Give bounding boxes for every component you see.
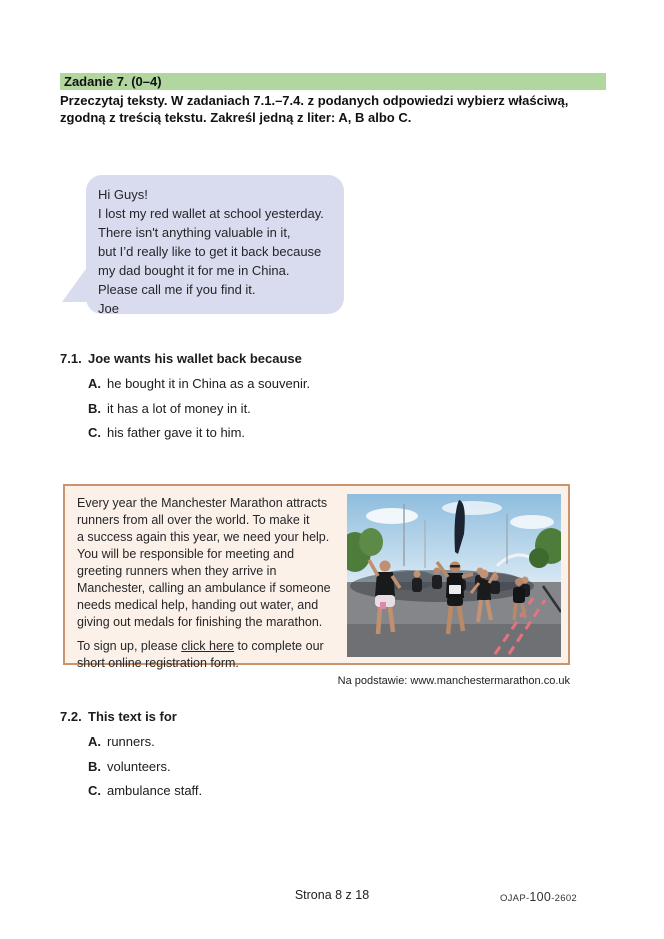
option-text: he bought it in China as a souvenir. (107, 376, 311, 391)
instructions-line-1: Przeczytaj teksty. W zadaniach 7.1.–7.4. z podanych odpowiedzi wybierz właściwą, (60, 93, 569, 108)
exam-code-prefix: OJAP- (499, 893, 530, 904)
page-number: Strona 8 z 18 (294, 888, 370, 902)
instructions-line-2: zgodną z treścią tekstu. Zakreśl jedną z liter: A, B albo C. (60, 109, 412, 125)
bubble-line: Please call me if you find it. (98, 282, 256, 297)
option-7-1-a (88, 377, 600, 391)
marathon-line: greeting runners when they arrive in (77, 564, 277, 578)
option-7-2-b (88, 760, 600, 774)
question-stem: Joe wants his wallet back because (88, 351, 302, 366)
option-text: it has a lot of money in it. (107, 400, 251, 416)
bubble-line: but I’d really like to get it back because (98, 244, 322, 259)
bubble-line: There isn't anything valuable in it, (98, 225, 291, 240)
question-number: 7.2. (60, 709, 82, 724)
marathon-line: a success again this year, we need your help. (77, 530, 330, 544)
bubble-line: my dad bought it for me in China. (98, 263, 290, 278)
signup-text-after: to complete our short online registration form. (77, 639, 324, 670)
option-7-2-a (88, 735, 600, 749)
option-letter: C. (88, 425, 101, 440)
option-7-2-c (88, 784, 600, 798)
source-attribution: Na podstawie: www.manchestermarathon.co.uk (337, 675, 570, 687)
exam-code-mid: 100 (529, 890, 552, 904)
marathon-ad-box (63, 484, 570, 670)
option-7-1-b (88, 402, 600, 416)
task-instructions (60, 93, 620, 126)
marathon-line: You will be responsible for meeting and (77, 547, 295, 561)
option-text: runners. (107, 734, 155, 749)
option-text: volunteers. (107, 758, 171, 774)
option-text: ambulance staff. (107, 783, 203, 798)
option-letter: A. (88, 734, 101, 749)
marathon-line: runners from all over the world. To make it (77, 513, 310, 527)
task-header-bar (60, 73, 606, 90)
marathon-line: Manchester, calling an ambulance if someone (77, 581, 331, 595)
marathon-line: Every year the Manchester Marathon attracts (77, 496, 328, 510)
marathon-runners-photo (347, 494, 561, 657)
exam-code (500, 890, 577, 904)
question-7-1 (60, 352, 600, 440)
bubble-line: I lost my red wallet at school yesterday. (98, 206, 324, 221)
option-text: his father gave it to him. (107, 425, 246, 440)
question-7-2 (60, 710, 600, 798)
bubble-line: Hi Guys! (98, 187, 148, 202)
marathon-line: giving out medals for finishing the marathon. (77, 615, 323, 629)
signup-text-before: To sign up, please (77, 639, 182, 653)
exam-code-suffix: -2602 (551, 893, 577, 904)
question-number: 7.1. (60, 351, 82, 366)
task-header-label: Zadanie 7. (0–4) (64, 74, 162, 89)
marathon-line: needs medical help, handing out water, and (77, 598, 319, 612)
signup-paragraph (77, 638, 353, 672)
marathon-ad-text (77, 495, 353, 672)
bubble-line: Joe (98, 301, 119, 316)
click-here-link[interactable]: click here (181, 639, 235, 653)
option-letter: B. (88, 758, 101, 774)
question-stem: This text is for (88, 709, 177, 724)
option-letter: B. (88, 400, 101, 416)
speech-bubble-tail (62, 266, 88, 302)
option-7-1-c (88, 426, 600, 440)
speech-bubble (86, 175, 344, 314)
option-letter: A. (88, 376, 101, 391)
option-letter: C. (88, 783, 101, 798)
